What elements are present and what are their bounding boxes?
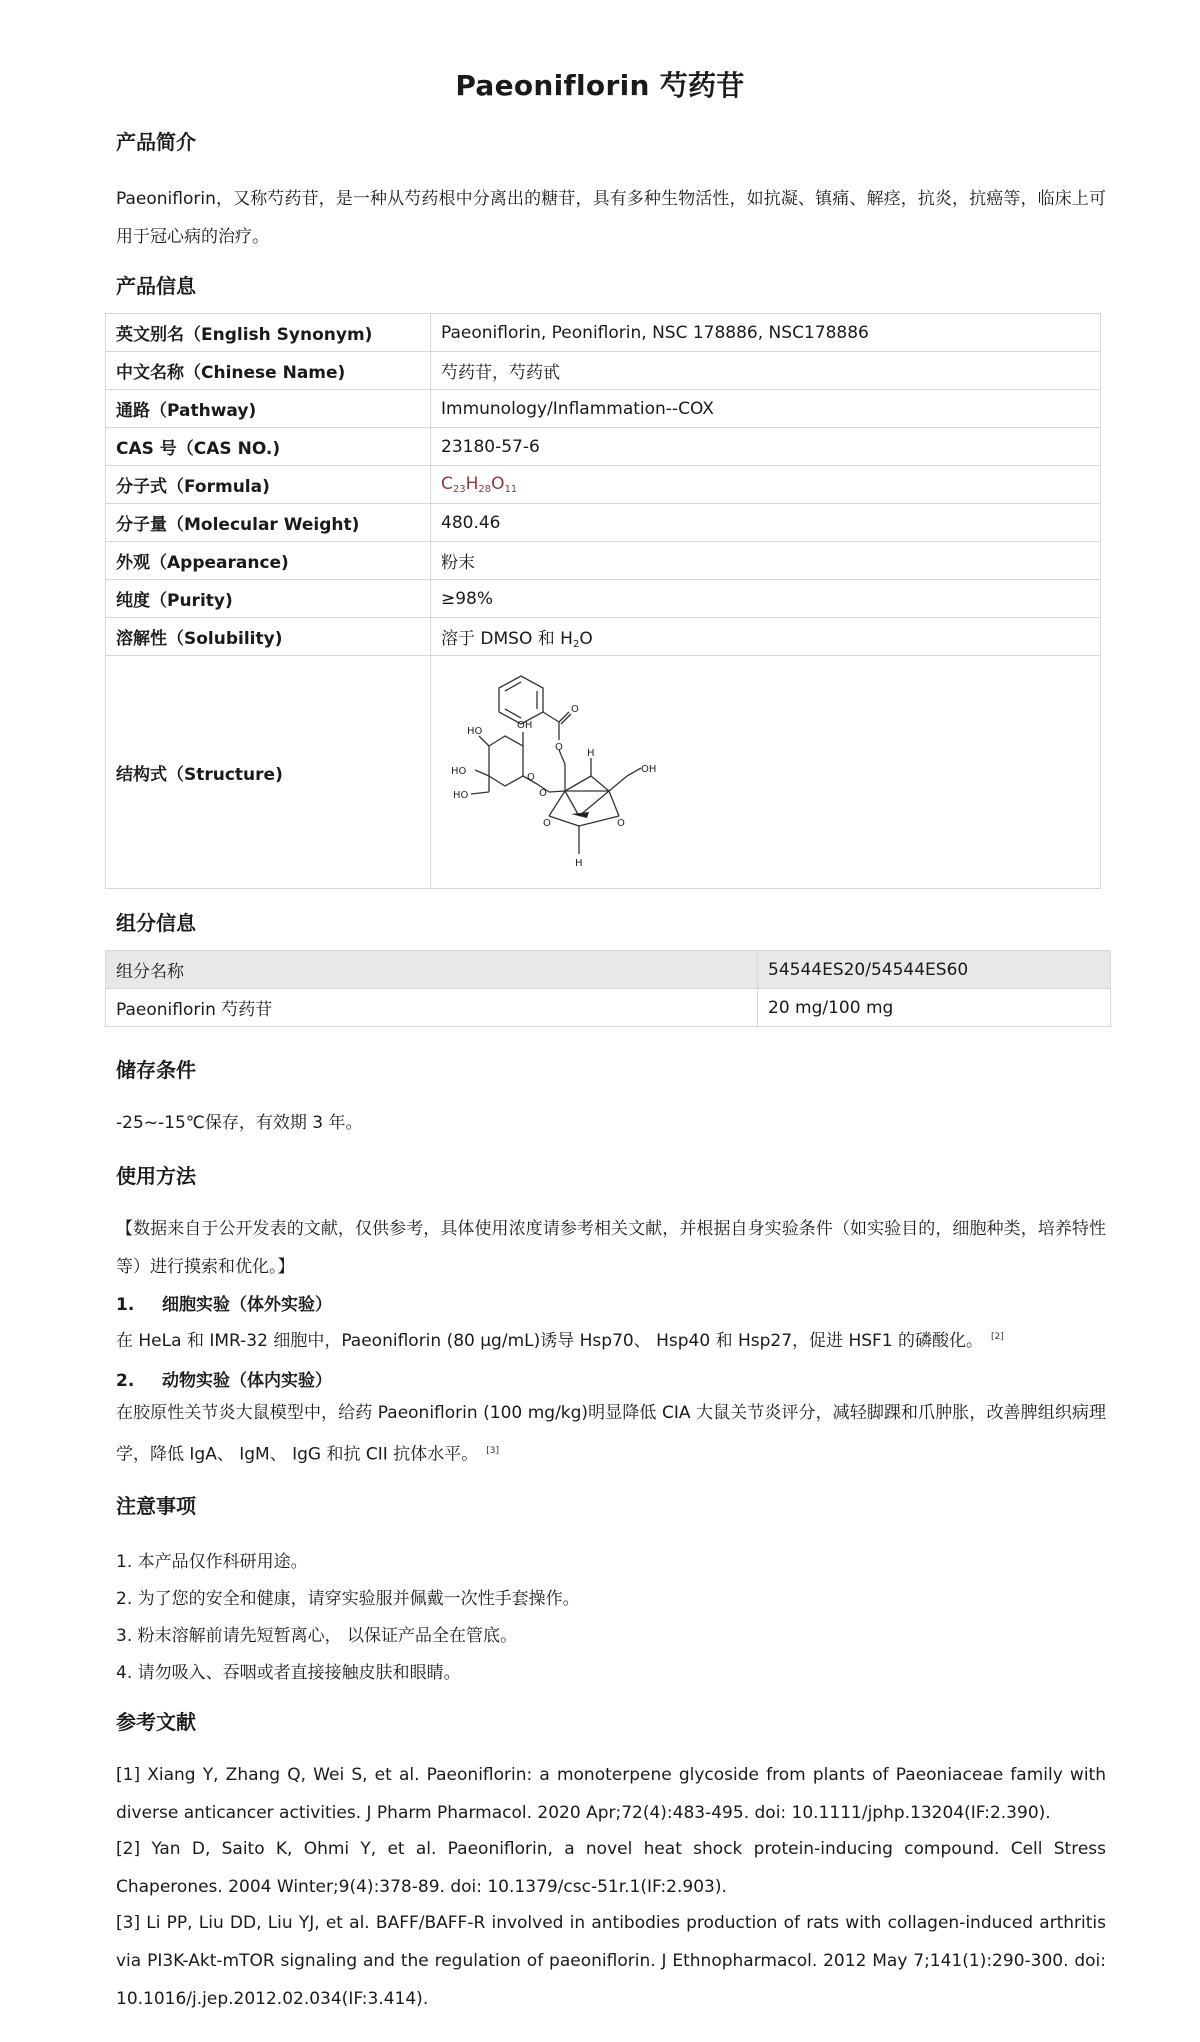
- subsection-number: 2.: [116, 1371, 135, 1391]
- usage-subsection-2: [116, 1366, 332, 1391]
- table-row: [106, 542, 1101, 580]
- table-row: [106, 466, 1101, 504]
- structure-cell: [431, 656, 1101, 889]
- section-heading-notes: 注意事项: [116, 1494, 196, 1518]
- cell-experiment-text: 在 HeLa 和 IMR-32 细胞中，Paeoniflorin (80 μg/mL)诱导 Hsp70、 Hsp40 和 Hsp27，促进 HSF1 的磷酸化。: [116, 1331, 984, 1351]
- chinese-name-label: 中文名称（Chinese Name): [106, 352, 431, 390]
- reference-item: [2] Yan D, Saito K, Ohmi Y, et al. Paeoniflorin, a novel heat shock protein-inducing compound. Cell Stress Chaperones. 2004 Winter;9(4):378-89. doi: 10.1379/csc-51r.1(IF:2.903).: [116, 1839, 1106, 1897]
- atom-ho-2: HO: [451, 766, 467, 777]
- purity-value: ≥98%: [431, 580, 1101, 618]
- chemical-structure-diagram: [441, 666, 701, 878]
- column-header-name: 组分名称: [106, 951, 758, 989]
- appearance-label: 外观（Appearance): [106, 542, 431, 580]
- note-item: 4. 请勿吸入、吞咽或者直接接触皮肤和眼睛。: [116, 1663, 461, 1683]
- column-header-sku: 54544ES20/54544ES60: [758, 951, 1111, 989]
- citation-ref-2: [2]: [991, 1332, 1004, 1343]
- cas-value: 23180-57-6: [431, 428, 1101, 466]
- table-row: [106, 656, 1101, 889]
- usage-animal-text: [116, 1394, 1106, 1474]
- structure-label: 结构式（Structure): [106, 656, 431, 889]
- atom-o-ester-1: O: [571, 704, 579, 715]
- atom-oh-right: OH: [641, 764, 657, 775]
- table-row: [106, 352, 1101, 390]
- purity-label: 纯度（Purity): [106, 580, 431, 618]
- table-row: [106, 989, 1111, 1027]
- table-row: [106, 314, 1101, 352]
- page-title: Paeoniflorin 芍药苷: [455, 69, 745, 102]
- pathway-value: Immunology/Inflammation--COX: [431, 390, 1101, 428]
- table-row: [106, 390, 1101, 428]
- table-row: [106, 580, 1101, 618]
- product-info-table: [105, 313, 1101, 889]
- storage-text: -25~-15℃保存，有效期 3 年。: [116, 1113, 363, 1133]
- solubility-prefix: 溶于 DMSO 和 H: [441, 628, 573, 649]
- atom-o-bottom-left: O: [543, 818, 551, 829]
- mw-value: 480.46: [431, 504, 1101, 542]
- solubility-subscript: 2: [572, 638, 580, 650]
- atom-o-ester-2: O: [555, 742, 563, 753]
- subsection-number: 1.: [116, 1295, 135, 1315]
- component-table: [105, 950, 1111, 1027]
- note-item: 2. 为了您的安全和健康，请穿实验服并佩戴一次性手套操作。: [116, 1589, 580, 1609]
- usage-disclaimer: 【数据来自于公开发表的文献，仅供参考，具体使用浓度请参考相关文献，并根据自身实验条件（如实验目的，细胞种类，培养特性等）进行摸索和优化。】: [116, 1219, 1106, 1277]
- atom-ho-1: HO: [467, 726, 483, 737]
- subsection-title: 细胞实验（体外实验）: [162, 1295, 332, 1315]
- table-row: [106, 428, 1101, 466]
- appearance-value: 粉末: [431, 542, 1101, 580]
- note-item: 1. 本产品仅作科研用途。: [116, 1552, 308, 1572]
- formula-o-count: 11: [504, 484, 518, 495]
- synonym-label: 英文别名（English Synonym): [106, 314, 431, 352]
- component-name: Paeoniflorin 芍药苷: [106, 989, 758, 1027]
- chinese-name-value: 芍药苷，芍药甙: [431, 352, 1101, 390]
- subsection-title: 动物实验（体内实验）: [162, 1371, 332, 1391]
- section-heading-components: 组分信息: [116, 911, 196, 935]
- usage-cell-text: [116, 1326, 1004, 1351]
- solubility-value: [431, 618, 1101, 656]
- component-amount: 20 mg/100 mg: [758, 989, 1111, 1027]
- table-header-row: [106, 951, 1111, 989]
- usage-subsection-1: [116, 1290, 332, 1315]
- intro-paragraph: Paeoniflorin，又称芍药苷，是一种从芍药根中分离出的糖苷，具有多种生物活性，如抗凝、镇痛、解痉，抗炎，抗癌等，临床上可用于冠心病的治疗。: [116, 189, 1106, 247]
- formula-h: H: [465, 474, 479, 494]
- table-row: [106, 618, 1101, 656]
- section-heading-storage: 储存条件: [116, 1058, 196, 1082]
- atom-o-ring: O: [527, 772, 535, 783]
- section-heading-info: 产品信息: [116, 274, 196, 298]
- section-heading-usage: 使用方法: [116, 1164, 196, 1188]
- atom-oh-1: OH: [517, 720, 533, 731]
- synonym-value: Paeoniflorin, Peoniflorin, NSC 178886, NSC178886: [431, 314, 1101, 352]
- formula-c-count: 23: [452, 484, 466, 495]
- table-row: [106, 504, 1101, 542]
- atom-o-bottom-right: O: [617, 818, 625, 829]
- animal-experiment-text: 在胶原性关节炎大鼠模型中，给药 Paeoniflorin (100 mg/kg)明显降低 CIA 大鼠关节炎评分，减轻脚踝和爪肿胀，改善脾组织病理学，降低 IgA、 IgM、 IgG 和抗 CII 抗体水平。: [116, 1403, 1106, 1465]
- formula-o: O: [491, 474, 505, 494]
- cas-label: CAS 号（CAS NO.): [106, 428, 431, 466]
- solubility-label: 溶解性（Solubility): [106, 618, 431, 656]
- reference-item: [1] Xiang Y, Zhang Q, Wei S, et al. Paeoniflorin: a monoterpene glycoside from plants of Paeoniaceae family with diverse anticancer activities. J Pharm Pharmacol. 2020 Apr;72(4):483-495. doi: 10.1111/jphp.13204(IF:2.390).: [116, 1765, 1106, 1823]
- reference-item: [3] Li PP, Liu DD, Liu YJ, et al. BAFF/BAFF-R involved in antibodies production of rats with collagen-induced arthritis via PI3K-Akt-mTOR signaling and the regulation of paeoniflorin. J Ethnopharmacol. 2012 May 7;141(1):290-300. doi: 10.1016/j.jep.2012.02.034(IF:3.414).: [116, 1913, 1106, 2009]
- pathway-label: 通路（Pathway): [106, 390, 431, 428]
- formula-c: C: [441, 474, 453, 494]
- formula-label: 分子式（Formula): [106, 466, 431, 504]
- atom-ho-3: HO: [453, 790, 469, 801]
- section-heading-intro: 产品简介: [116, 130, 196, 154]
- atom-o-link: O: [539, 788, 547, 799]
- formula-h-count: 28: [478, 484, 492, 495]
- atom-h-bottom: H: [575, 858, 583, 869]
- solubility-suffix: O: [579, 628, 593, 649]
- mw-label: 分子量（Molecular Weight): [106, 504, 431, 542]
- citation-ref-3: [3]: [486, 1446, 499, 1456]
- formula-value: [431, 466, 1101, 504]
- note-item: 3. 粉末溶解前请先短暂离心， 以保证产品全在管底。: [116, 1626, 518, 1646]
- atom-h-top: H: [587, 748, 595, 759]
- section-heading-references: 参考文献: [116, 1710, 196, 1734]
